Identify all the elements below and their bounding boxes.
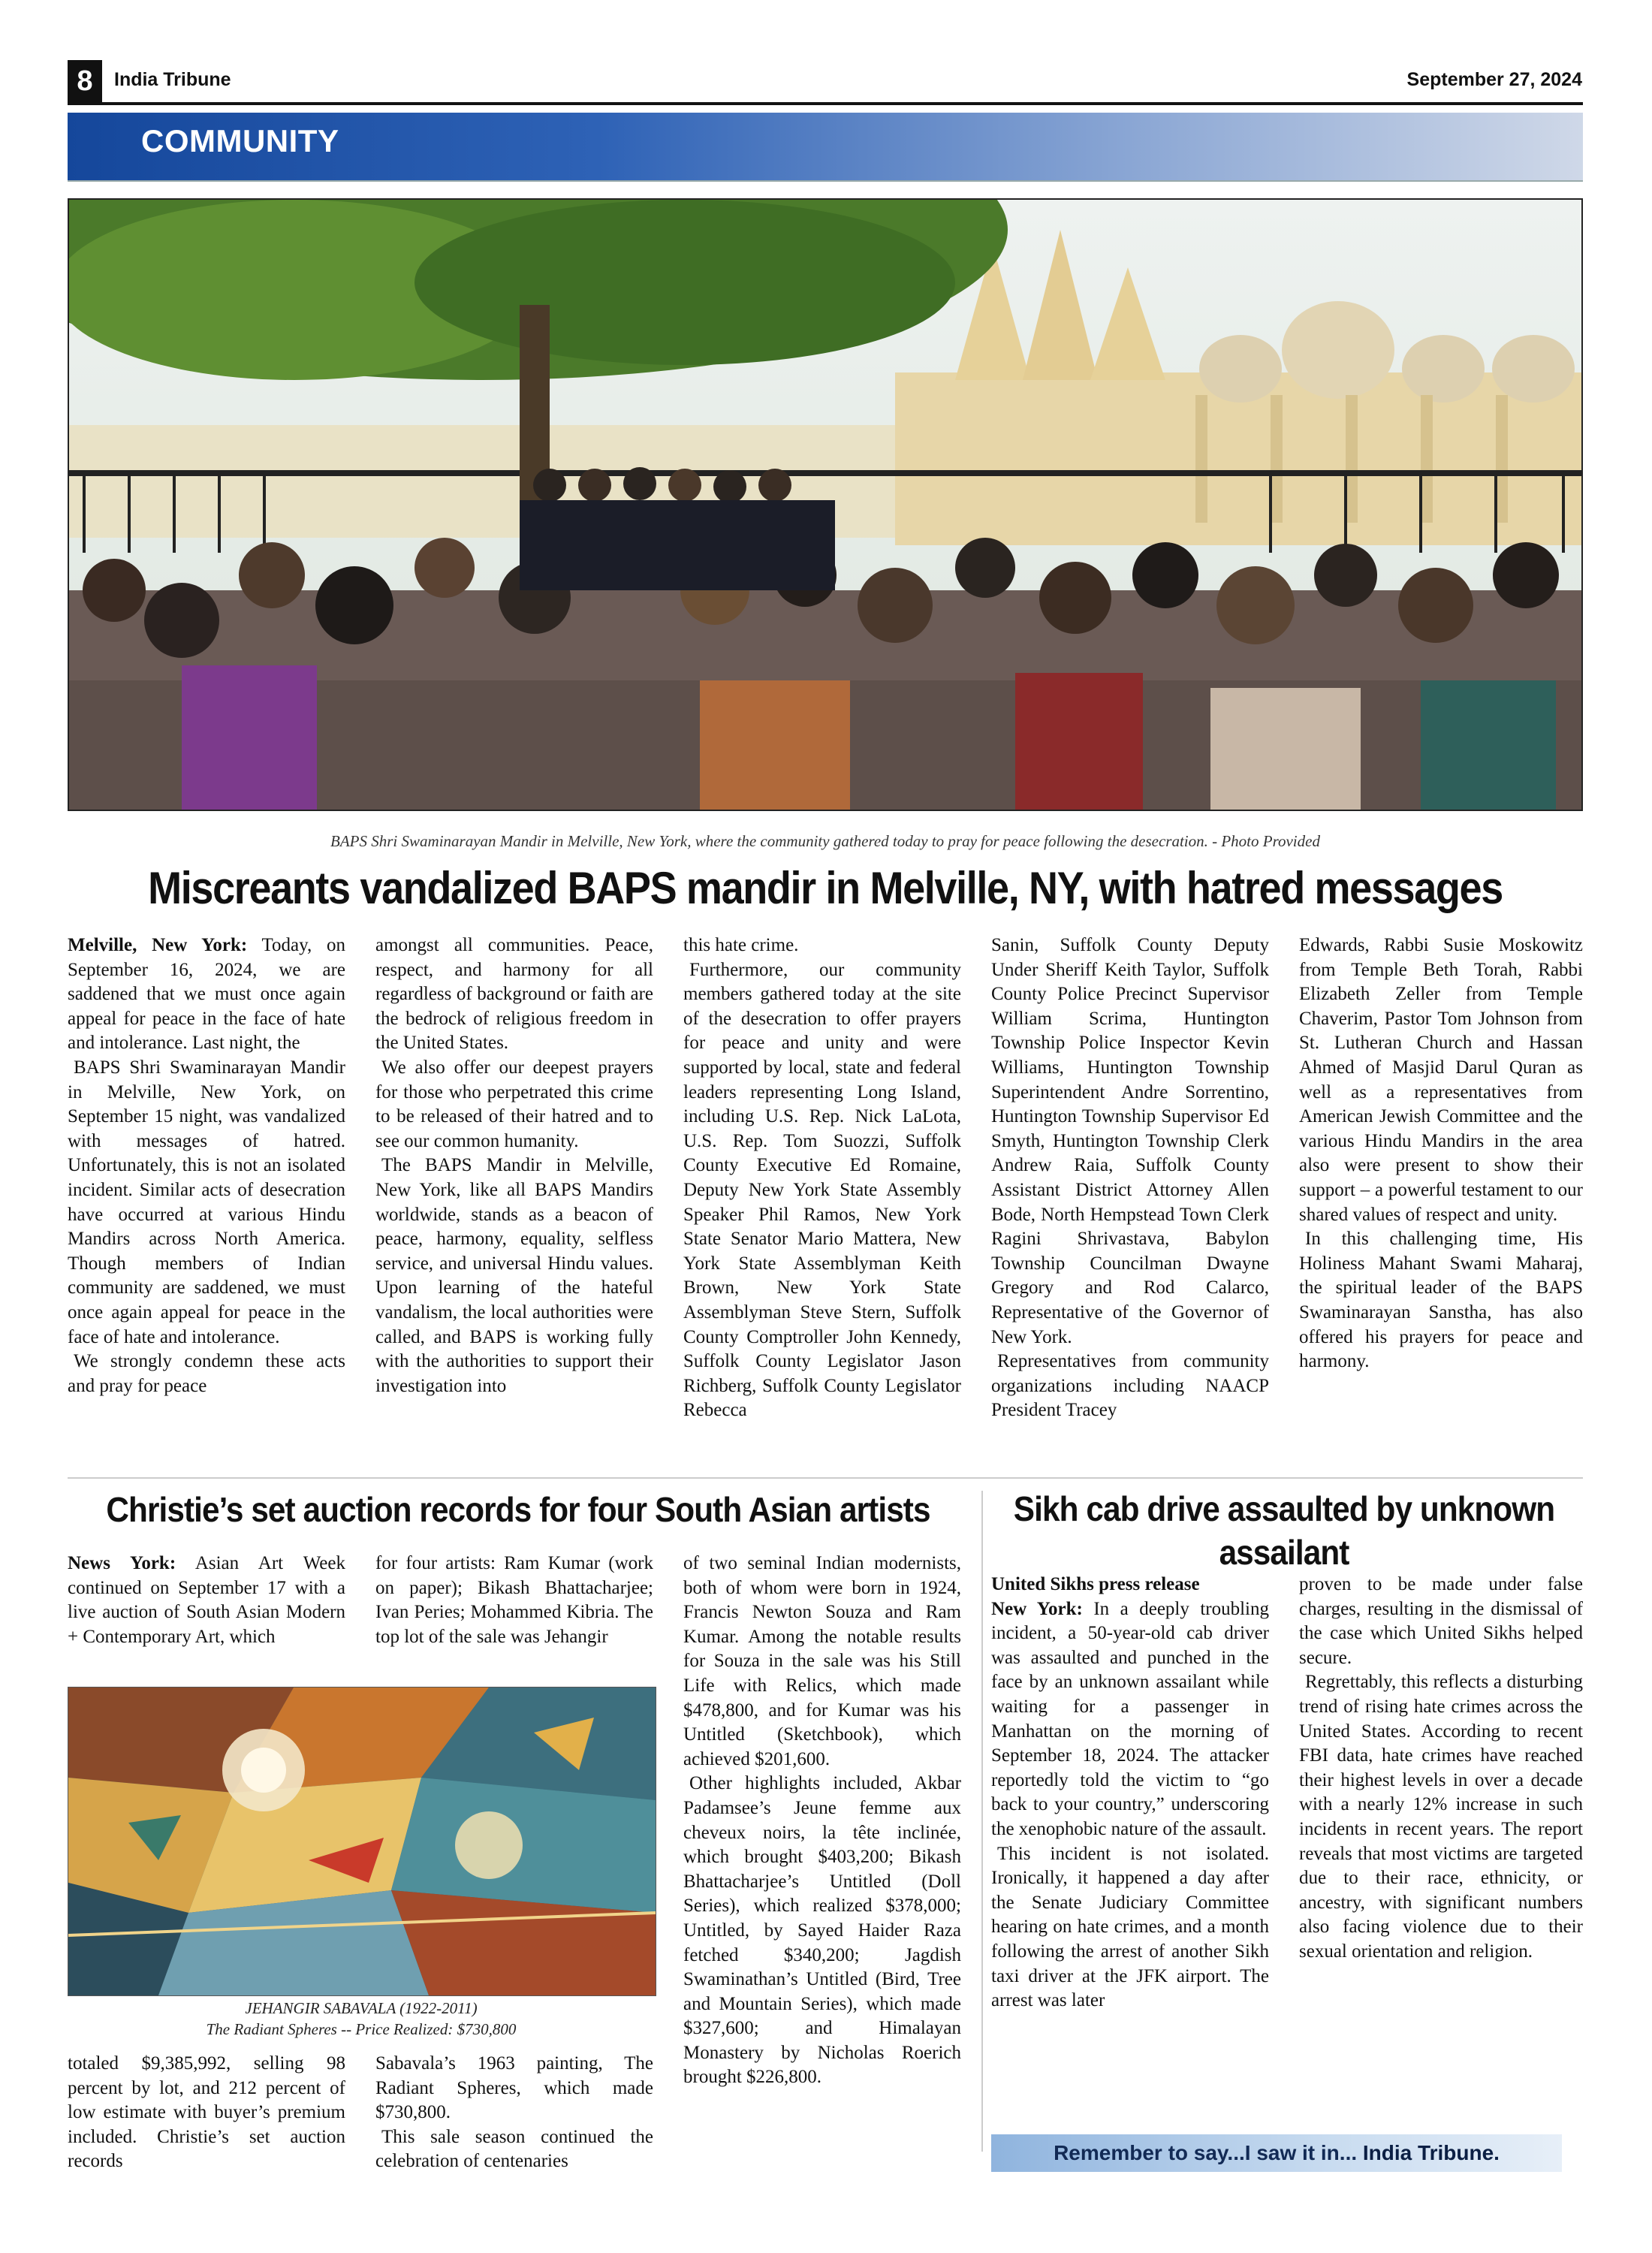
sikh-story-dateline: New York: — [991, 1598, 1083, 1619]
painting-caption — [68, 1998, 655, 2040]
sikh-col-1 — [991, 1573, 1269, 2013]
paragraph: for four artists: Ram Kumar (work on paper); Bikash Bhattacharjee; Ivan Peries; Mohammed Kibria. The top lot of the sale was Jehangir — [375, 1553, 653, 1647]
page-number: 8 — [68, 60, 102, 102]
main-story-col-3 — [683, 933, 961, 1423]
christies-headline: Christie’s set auction records for four South Asian artists — [106, 1490, 930, 1529]
main-story-col-5 — [1299, 933, 1583, 1374]
main-story-dateline: Melville, New York: — [68, 935, 248, 955]
paragraph: Edwards, Rabbi Susie Moskowitz from Temple Beth Torah, Rabbi Elizabeth Zeller from Temple Chaverim, Pastor Tom Johnson from St. Lutheran Church and Hassan Ahmed of Masjid Darul Quran as well as a representatives from American Jewish Committee and the various Hindu Mandirs in the area also were present to show their support – a powerful testament to our shared values of respect and unity. — [1299, 935, 1583, 1225]
paragraph: amongst all communities. Peace, respect, and harmony for all regardless of background or faith are the bedrock of religious freedom in the United States. — [375, 935, 653, 1054]
paragraph: This incident is not isolated. Ironically, it happened a day after the Senate Judiciary Committee hearing on hate crimes, and a month following the arrest of another Sikh taxi driver at the JFK airport. The arrest was later — [991, 1843, 1269, 2011]
radiant-spheres-painting — [68, 1687, 656, 1996]
paragraph: this hate crime. — [683, 935, 799, 955]
paragraph: Today, on September 16, 2024, we are saddened that we must once again appeal for peace in the face of hate and intolerance. Last night, the — [68, 935, 345, 1054]
promo-banner — [991, 2134, 1562, 2172]
paragraph: Sabavala’s 1963 painting, The Radiant Spheres, which made $730,800. — [375, 2053, 653, 2123]
sikh-col-2 — [1299, 1573, 1583, 1965]
header-rule — [68, 102, 1583, 105]
promo-brand: India Tribune. — [1362, 2141, 1500, 2164]
paragraph: This sale season continued the celebration of centenaries — [375, 2126, 653, 2172]
temple-gathering-photo — [68, 198, 1583, 811]
main-story-col-1 — [68, 933, 345, 1398]
publication-name: India Tribune — [114, 69, 231, 90]
paragraph: Sanin, Suffolk County Deputy Under Sheriff Keith Taylor, Suffolk County Police Precinct Supervisor William Scrima, Huntington Township Police Inspector Kevin Williams, Huntington Township Superintendent Andre Sorrentino, Huntington Township Supervisor Ed Smyth, Huntington Township Clerk Andrew Raia, Suffolk County Assistant District Attorney Allen Bode, North Hempstead Town Clerk Ragini Shrivastava, Babylon Township Councilman Dwayne Gregory and Rod Calarco, Representative of the Governor of New York. — [991, 935, 1269, 1347]
main-story-col-2 — [375, 933, 653, 1398]
christies-col-1-top — [68, 1552, 345, 1649]
issue-date: September 27, 2024 — [1406, 69, 1582, 90]
christies-col-1-bottom — [68, 2052, 345, 2174]
christies-col-3 — [683, 1552, 961, 2090]
painting-title-price: The Radiant Spheres -- Price Realized: $730,800 — [206, 2020, 517, 2038]
christies-dateline: News York: — [68, 1553, 176, 1573]
section-title: COMMUNITY — [141, 123, 339, 158]
paragraph: Furthermore, our community members gathered today at the site of the desecration to offer prayers for peace and unity and were supported by local, state and federal leaders representing Long Island, including U.S. Rep. Nick LaLota, U.S. Rep. Tom Suozzi, Suffolk County Executive Ed Romaine, Deputy New York State Assembly Speaker Phil Ramos, New York State Senator Mario Mattera, New York State Assemblyman Keith Brown, New York State Assemblyman Steve Stern, Suffolk County Comptroller John Kennedy, Suffolk County Legislator Jason Richberg, Suffolk County Legislator Rebecca — [683, 959, 961, 1421]
paragraph: Other highlights included, Akbar Padamsee’s Jeune femme aux cheveux noirs, la tête inclinée, which brought $403,200; Bikash Bhattacharjee’s Untitled (Doll Series), which realized $378,000; Untitled, by Sayed Haider Raza fetched $340,200; Jagdish Swaminathan’s Untitled (Bird, Tree and Mountain Series), which made $327,600; and Himalayan Monastery by Nicholas Roerich brought $226,800. — [683, 1773, 961, 2088]
paragraph: proven to be made under false charges, resulting in the dismissal of the case which United Sikhs helped secure. — [1299, 1574, 1583, 1668]
paragraph: totaled $9,385,992, selling 98 percent by lot, and 212 percent of low estimate with buyer’s premium included. Christie’s set auction records — [68, 2053, 345, 2172]
paragraph: BAPS Shri Swaminarayan Mandir in Melville, New York, on September 15 night, was vandalized with messages of hatred. Unfortunately, this is not an isolated incident. Similar acts of desecration have occurred at various Hindu Mandirs across North America. Though members of Indian community are saddened, we must once again appeal for peace in the face of hate and intolerance. — [68, 1057, 345, 1347]
paragraph: Asian Art Week continued on September 17 with a live auction of South Asian Modern + Contemporary Art, which — [68, 1553, 345, 1647]
paragraph: We also offer our deepest prayers for those who perpetrated this crime to be released of their hatred and to see our common humanity. — [375, 1057, 653, 1151]
section-divider — [68, 1477, 1583, 1479]
column-divider — [981, 1491, 983, 2152]
sikh-story-source: United Sikhs press release — [991, 1574, 1200, 1594]
paragraph: The BAPS Mandir in Melville, New York, like all BAPS Mandirs worldwide, stands as a beacon of peace, harmony, equality, selfless service, and universal Hindu values. Upon learning of the hateful vandalism, the local authorities were called, and BAPS is working fully with the authorities to support their investigation into — [375, 1155, 653, 1396]
paragraph: Regrettably, this reflects a disturbing trend of rising hate crimes across the United States. According to recent FBI data, hate crimes have reached their highest levels in over a decade with a nearly 12% increase in such incidents in recent years. The report reveals that most victims are targeted due to their race, ethnicity, or ancestry, with significant numbers also facing violence due to their sexual orientation and religion. — [1299, 1672, 1583, 1962]
paragraph: In this challenging time, His Holiness Mahant Swami Maharaj, the spiritual leader of the BAPS Swaminarayan Sanstha, has also offered his prayers for peace and harmony. — [1299, 1229, 1583, 1372]
christies-col-2-bottom — [375, 2052, 653, 2174]
paragraph: of two seminal Indian modernists, both of whom were born in 1924, Francis Newton Souza and Ram Kumar. Among the notable results for Souza in the sale was his Still Life with Relics, which made $478,800, and for Kumar was his Untitled (Sketchbook), which achieved $201,600. — [683, 1553, 961, 1769]
sikh-story-headline: Sikh cab drive assaulted by unknown assailant — [1013, 1489, 1555, 1572]
main-story-col-4 — [991, 933, 1269, 1423]
paragraph: We strongly condemn these acts and pray for peace — [68, 1351, 345, 1396]
promo-text: Remember to say...I saw it in... — [1054, 2141, 1358, 2164]
painting-artist: JEHANGIR SABAVALA (1922-2011) — [245, 1999, 478, 2017]
photo-caption: BAPS Shri Swaminarayan Mandir in Melville, New York, where the community gathered today to pray for peace following the desecration. - Photo Provided — [330, 832, 1320, 850]
main-headline: Miscreants vandalized BAPS mandir in Melville, NY, with hatred messages — [148, 863, 1503, 913]
paragraph: In a deeply troubling incident, a 50-year-old cab driver was assaulted and punched in the face by an unknown assailant while waiting for a passenger in Manhattan on the morning of September 18, 2024. The attacker reportedly told the victim to “go back to your country,” underscoring the xenophobic nature of the assault. — [991, 1598, 1270, 1839]
paragraph: Representatives from community organizations including NAACP President Tracey — [991, 1351, 1269, 1421]
christies-col-2-top — [375, 1552, 653, 1649]
